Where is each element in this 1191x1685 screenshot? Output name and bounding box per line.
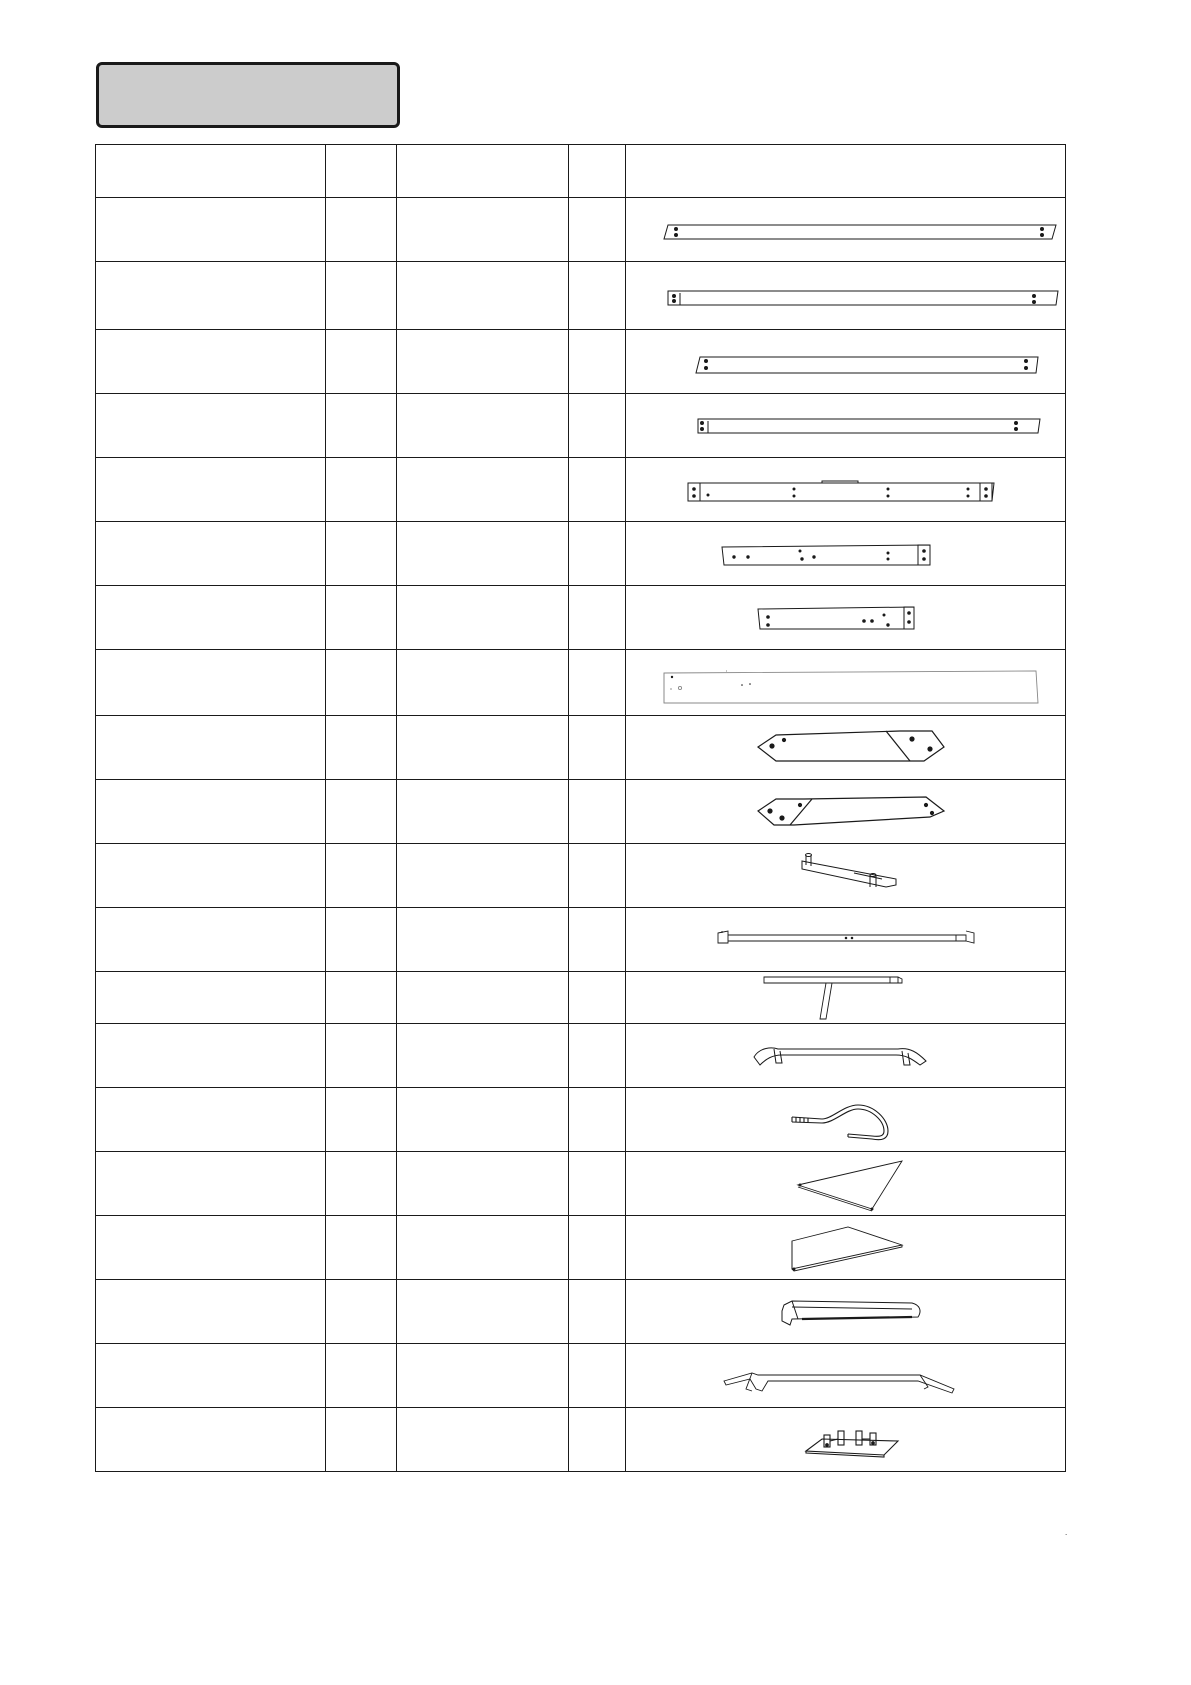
table-row	[96, 394, 1066, 458]
table-row	[96, 908, 1066, 972]
crossbar-with-end-plates-icon	[626, 459, 1066, 521]
long-channel-rail-icon	[626, 263, 1066, 329]
table-row	[96, 1408, 1066, 1472]
table-row	[96, 780, 1066, 844]
header-description	[397, 145, 569, 198]
header-part-name	[96, 145, 326, 198]
page-mark: .	[1065, 1528, 1068, 1537]
parts-list-table	[95, 144, 1066, 1472]
triangular-corner-panel-icon	[626, 1153, 1066, 1215]
thin-support-rod-icon	[626, 909, 1066, 971]
table-row	[96, 1088, 1066, 1152]
long-angled-end-beam-icon	[626, 1345, 1066, 1407]
corner-shelf-panel-icon	[626, 1217, 1066, 1279]
wide-panel-beam-icon	[626, 651, 1066, 715]
hook-rod-icon	[626, 1089, 1066, 1151]
table-row	[96, 586, 1066, 650]
table-row	[96, 844, 1066, 908]
header-part-no	[326, 145, 397, 198]
table-header-row	[96, 145, 1066, 198]
table-row	[96, 522, 1066, 586]
table-row	[96, 1216, 1066, 1280]
table-row	[96, 972, 1066, 1024]
table-row	[96, 330, 1066, 394]
table-row	[96, 1152, 1066, 1216]
table-row	[96, 1024, 1066, 1088]
angled-brace-right-icon	[626, 781, 1066, 843]
long-flat-rail-icon	[626, 199, 1066, 261]
medium-channel-rail-icon	[626, 395, 1066, 457]
table-row	[96, 262, 1066, 330]
short-crossbar-icon	[626, 523, 1066, 585]
table-row	[96, 458, 1066, 522]
table-row	[96, 1280, 1066, 1344]
angled-brace-left-icon	[626, 717, 1066, 779]
table-row	[96, 198, 1066, 262]
angled-end-beam-icon	[626, 1281, 1066, 1343]
shorter-crossbar-icon	[626, 587, 1066, 649]
section-title	[96, 62, 400, 128]
medium-flat-rail-icon	[626, 331, 1066, 393]
header-qty	[569, 145, 626, 198]
base-plate-bracket-icon	[626, 1409, 1066, 1471]
header-picture	[626, 145, 1066, 198]
handle-bar-icon	[626, 845, 1066, 907]
curved-bracket-bar-icon	[626, 1025, 1066, 1087]
t-shaped-support-icon	[626, 973, 1066, 1023]
table-row	[96, 650, 1066, 716]
table-row	[96, 716, 1066, 780]
table-row	[96, 1344, 1066, 1408]
